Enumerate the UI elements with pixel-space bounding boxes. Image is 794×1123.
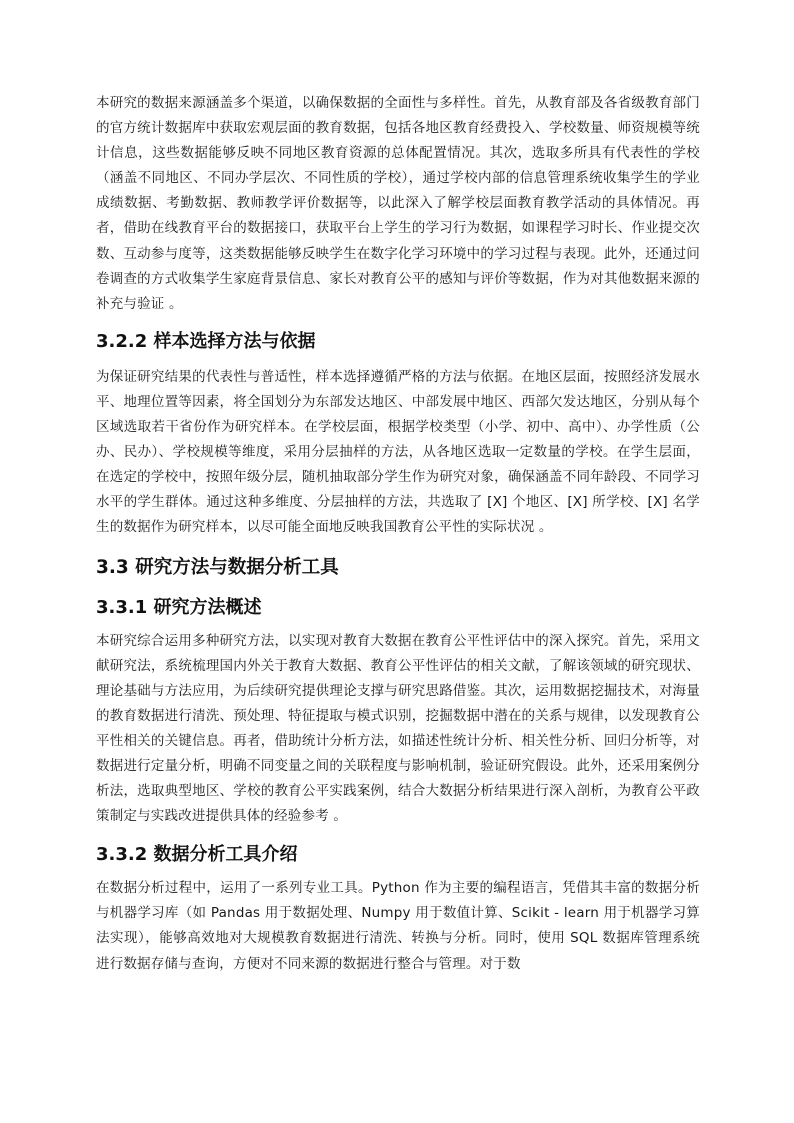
section-heading-3-3: 3.3 研究方法与数据分析工具	[96, 556, 339, 578]
body-paragraph-analysis-tools: 在数据分析过程中，运用了一系列专业工具。Python 作为主要的编程语言，凭借其丰富的数据分析与机器学习库（如 Pandas 用于数据处理、Numpy 用于数值计算、Scikit - learn 用于机器学习算法实现），能够高效地对大规模教育数据进行清洗、转换与分析。同时，使用 SQL 数据库管理系统进行数据存储与查询，方便对不同来源的数据进行整合与管理。对于数	[96, 880, 700, 972]
body-paragraph-sample-selection: 为保证研究结果的代表性与普适性，样本选择遵循严格的方法与依据。在地区层面，按照经济发展水平、地理位置等因素，将全国划分为东部发达地区、中部发展中地区、西部欠发达地区，分别从每个区域选取若干省份作为研究样本。在学校层面，根据学校类型（小学、初中、高中）、办学性质（公办、民办）、学校规模等维度，采用分层抽样的方法，从各地区选取一定数量的学校。在学生层面，在选定的学校中，按照年级分层，随机抽取部分学生作为研究对象，确保涵盖不同年龄段、不同学习水平的学生群体。通过这种多维度、分层抽样的方法，共选取了 [X] 个地区、[X] 所学校、[X] 名学生的数据作为研究样本，以尽可能全面地反映我国教育公平性的实际状况 。	[96, 368, 700, 536]
section-heading-3-3-2: 3.3.2 数据分析工具介绍	[96, 844, 298, 866]
document-page	[96, 91, 700, 977]
section-heading-3-3-1: 3.3.1 研究方法概述	[96, 596, 262, 618]
body-paragraph-data-sources: 本研究的数据来源涵盖多个渠道，以确保数据的全面性与多样性。首先，从教育部及各省级教育部门的官方统计数据库中获取宏观层面的教育数据，包括各地区教育经费投入、学校数量、师资规模等统计信息，这些数据能够反映不同地区教育资源的总体配置情况。其次，选取多所具有代表性的学校（涵盖不同地区、不同办学层次、不同性质的学校），通过学校内部的信息管理系统收集学生的学业成绩数据、考勤数据、教师教学评价数据等，以此深入了解学校层面教育教学活动的具体情况。再者，借助在线教育平台的数据接口，获取平台上学生的学习行为数据，如课程学习时长、作业提交次数、互动参与度等，这类数据能够反映学生在数字化学习环境中的学习过程与表现。此外，还通过问卷调查的方式收集学生家庭背景信息、家长对教育公平的感知与评价等数据，作为对其他数据来源的补充与验证 。	[96, 95, 700, 312]
section-heading-3-2-2: 3.2.2 样本选择方法与依据	[96, 330, 316, 352]
body-paragraph-research-methods: 本研究综合运用多种研究方法，以实现对教育大数据在教育公平性评估中的深入探究。首先，采用文献研究法，系统梳理国内外关于教育大数据、教育公平性评估的相关文献，了解该领域的研究现状、理论基础与方法应用，为后续研究提供理论支撑与研究思路借鉴。其次，运用数据挖掘技术，对海量的教育数据进行清洗、预处理、特征提取与模式识别，挖掘数据中潜在的关系与规律，以发现教育公平性相关的关键信息。再者，借助统计分析方法，如描述性统计分析、相关性分析、回归分析等，对数据进行定量分析，明确不同变量之间的关联程度与影响机制，验证研究假设。此外，还采用案例分析法，选取典型地区、学校的教育公平实践案例，结合大数据分析结果进行深入剖析，为教育公平政策制定与实践改进提供具体的经验参考 。	[96, 632, 700, 825]
